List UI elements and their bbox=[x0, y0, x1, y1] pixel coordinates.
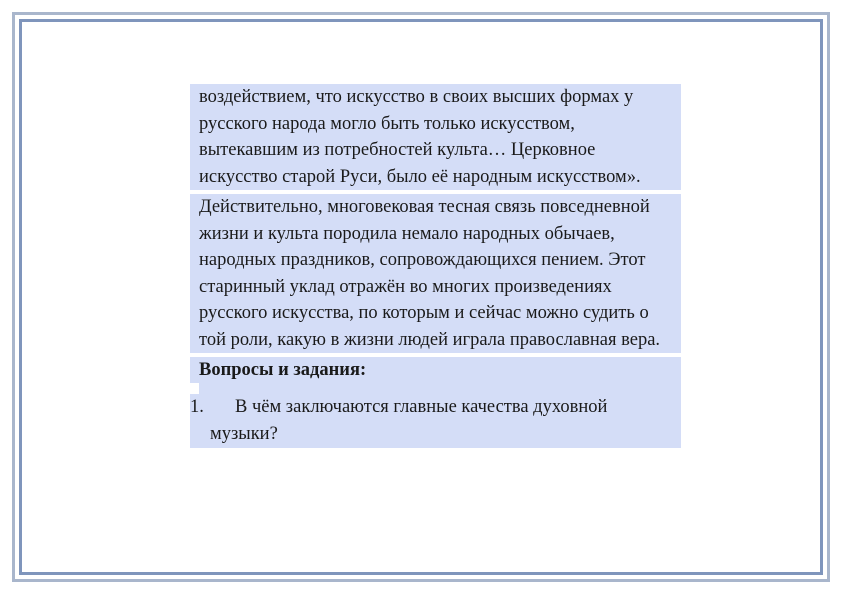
text-block bbox=[190, 84, 681, 527]
questions-heading: Вопросы и задания: bbox=[190, 357, 681, 383]
question-text: В чём заключаются главные качества духовной музыки? bbox=[210, 397, 608, 444]
question-number: 1. bbox=[190, 397, 204, 417]
question-item bbox=[190, 394, 681, 448]
paragraph-quote-ending: воздействием, что искусство в своих высших формах у русского народа могло быть только искусством, вытекавшим из потребностей культа… Церковное искусство старой Руси, было её народным искусством». bbox=[190, 84, 681, 190]
highlight-gap bbox=[199, 383, 681, 394]
paragraph-tradition: Действительно, многовековая тесная связь повседневной жизни и культа породила немало народных обычаев, народных праздников, сопровождающихся пением. Этот старинный уклад отражён во многих произведениях русского искусства, по которым и сейчас можно судить о той роли, какую в жизни людей играла православная вера. bbox=[190, 194, 681, 353]
